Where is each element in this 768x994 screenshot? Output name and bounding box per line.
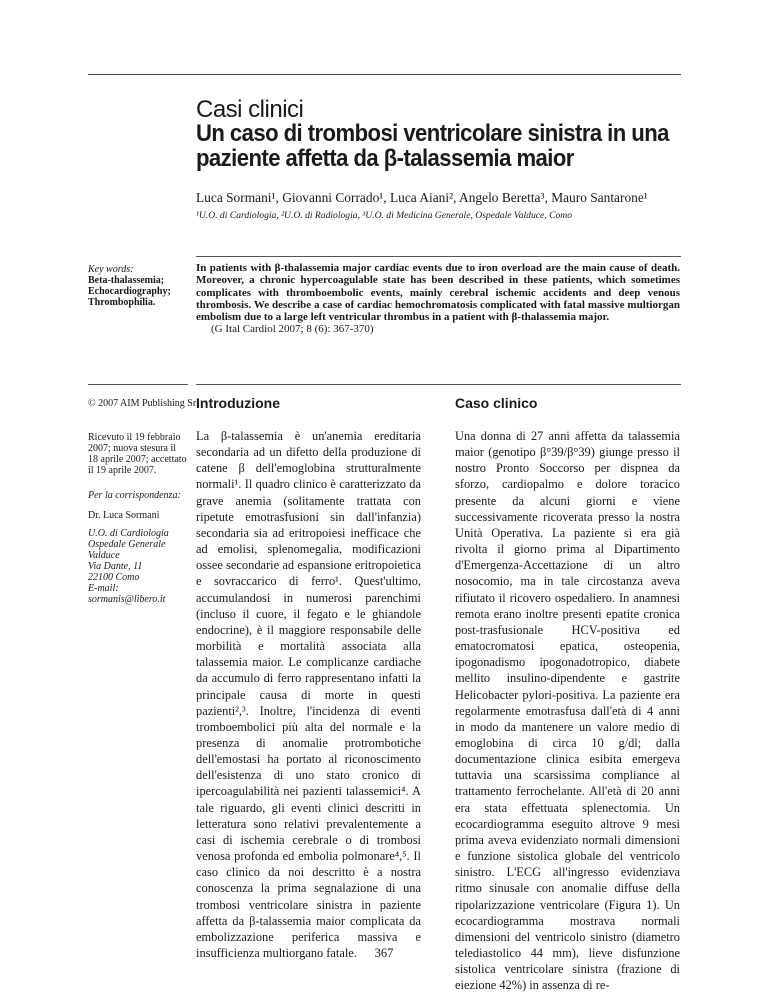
affiliations: ¹U.O. di Cardiologia, ²U.O. di Radiologia, ³U.O. di Medicina Generale, Ospedale Valduce, Como (196, 210, 572, 221)
address-line: Valduce (88, 550, 120, 561)
header-rule (88, 74, 681, 75)
keywords-block (88, 264, 188, 308)
correspondence-address (88, 528, 188, 605)
page-number: 367 (374, 946, 394, 960)
abstract-top-rule (196, 256, 681, 257)
keywords-terms: Beta-thalassemia; Echocardiography; Thrombophilia. (88, 275, 171, 308)
copyright: © 2007 AIM Publishing Srl (88, 398, 199, 409)
address-line: U.O. di Cardiologia (88, 528, 169, 539)
address-line: Ospedale Generale (88, 539, 166, 550)
keywords-heading: Key words: (88, 264, 134, 275)
correspondence-name: Dr. Luca Sormani (88, 510, 160, 521)
article-title: Un caso di trombosi ventricolare sinistra in una paziente affetta da β-talassemia maior (196, 120, 669, 172)
introduction-text: La β-talassemia è un'anemia ereditaria secondaria ad un difetto della produzione di catene β dell'emoglobina strutturalmente normali¹. Il quadro clinico è caratterizzato da grave anemia (solitamente trattata con ripetute emotrasfusioni sin dall'infanzia) secondaria sia ad eritropoiesi inefficace che ad emolisi, splenomegalia, modificazioni ossee secondarie ad espansione eritropoietica e sovraccarico di ferro¹. Quest'ultimo, accumulandosi in numerosi parenchimi (incluso il cuore, il fegato e le ghiandole endocrine), è il maggiore responsabile delle morbilità e mortalità associata alla talassemia maior. Le complicanze cardiache da accumulo di ferro rappresentano infatti la principale causa di morte in questi pazienti²,³. Inoltre, l'incidenza di eventi tromboembolici più alta del normale e la presenza di anomalie protrombotiche dell'emostasi ha portato al riconoscimento dell'esistenza di uno stato cronico di ipercoagulabilità nei pazienti talassemici⁴. A tale riguardo, gli eventi clinici descritti in letteratura sono relativi prevalentemente a casi di ischemia cerebrale o di trombosi venosa profonda ed embolia polmonare⁴,⁵. Il caso clinico da noi descritto è a nostra conoscenza la prima segnalazione di una trombosi ventricolare sinistra in paziente affetta da β-talassemia maior complicata da embolizzazione periferica massiva e insufficienza multiorgano fatale. (196, 429, 421, 960)
case-column (455, 428, 680, 993)
abstract-bottom-rule (196, 384, 681, 385)
sidebar-rule (88, 384, 188, 385)
case-text: Una donna di 27 anni affetta da talassemia maior (genotipo β°39/β°39) giunge presso il nostro Pronto Soccorso per dispnea da sforzo, cardiopalmo e dolore toracico presente da alcuni giorni e viene successivamente ricoverata presso la nostra Unità Operativa. La paziente si era già rivolta il giorno prima al Dipartimento d'Emergenza-Accettazione di un altro nosocomio, ma in tale circostanza aveva rifiutato il ricovero ospedaliero. In anamnesi remota erano inoltre presenti epatite cronica post-trasfusionale HCV-positiva ed ematocromatosi epatica, osteopenia, ipogonadismo ipogonadotropico, diabete mellito insulino-dipendente e gastrite Helicobacter pylori-positiva. La paziente era regolarmente emotrasfusa dall'età di 4 anni in modo da mantenere un valore medio di emoglobina di circa 10 g/dl; dalla documentazione clinica esibita emergeva tuttavia una scarsissima compliance al trattamento ferrochelante. All'età di 20 anni era stata effettuata splenectomia. Un ecocardiogramma eseguito altrove 9 mesi prima aveva evidenziato normali dimensioni e funzione sistolica globale del ventricolo sinistro. L'ECG all'ingresso evidenziava ritmo sinusale con anomalie diffuse della ripolarizzazione ventricolare (Figura 1). Un ecocardiogramma mostrava normali dimensioni del ventricolo sinistro (diametro telediastolico 44 mm), lieve disfunzione sistolica ventricolare sinistra (frazione di eiezione 42%) in assenza di re- (455, 429, 680, 993)
correspondence-heading: Per la corrispondenza: (88, 490, 181, 501)
address-line: E-mail: (88, 583, 119, 594)
abstract-citation: (G Ital Cardiol 2007; 8 (6): 367-370) (211, 323, 374, 336)
introduction-heading: Introduzione (196, 395, 280, 411)
address-line: 22100 Como (88, 572, 140, 583)
sidebar-notes (88, 432, 188, 605)
authors: Luca Sormani¹, Giovanni Corrado¹, Luca Aiani², Angelo Beretta³, Mauro Santarone¹ (196, 190, 648, 205)
introduction-column (196, 428, 421, 961)
abstract-text: In patients with β-thalassemia major cardiac events due to iron overload are the main cause of death. Moreover, a chronic hypercoagulable state has been described in these patients, which sometimes complicates with thromboembolic events, mainly cerebral ischemic accidents and deep venous thrombosis. We describe a case of cardiac hemochromatosis complicated with fatal massive multiorgan embolism due to a large left ventricular thrombus in a patient with β-thalassemia major. (196, 262, 680, 324)
abstract (196, 262, 680, 336)
section-label: Casi clinici (196, 96, 304, 123)
email-link[interactable]: sormanis@libero.it (88, 594, 166, 605)
received-dates: Ricevuto il 19 febbraio 2007; nuova stesura il 18 aprile 2007; accettato il 19 aprile 2007. (88, 432, 187, 476)
address-line: Via Dante, 11 (88, 561, 143, 572)
case-heading: Caso clinico (455, 395, 538, 411)
